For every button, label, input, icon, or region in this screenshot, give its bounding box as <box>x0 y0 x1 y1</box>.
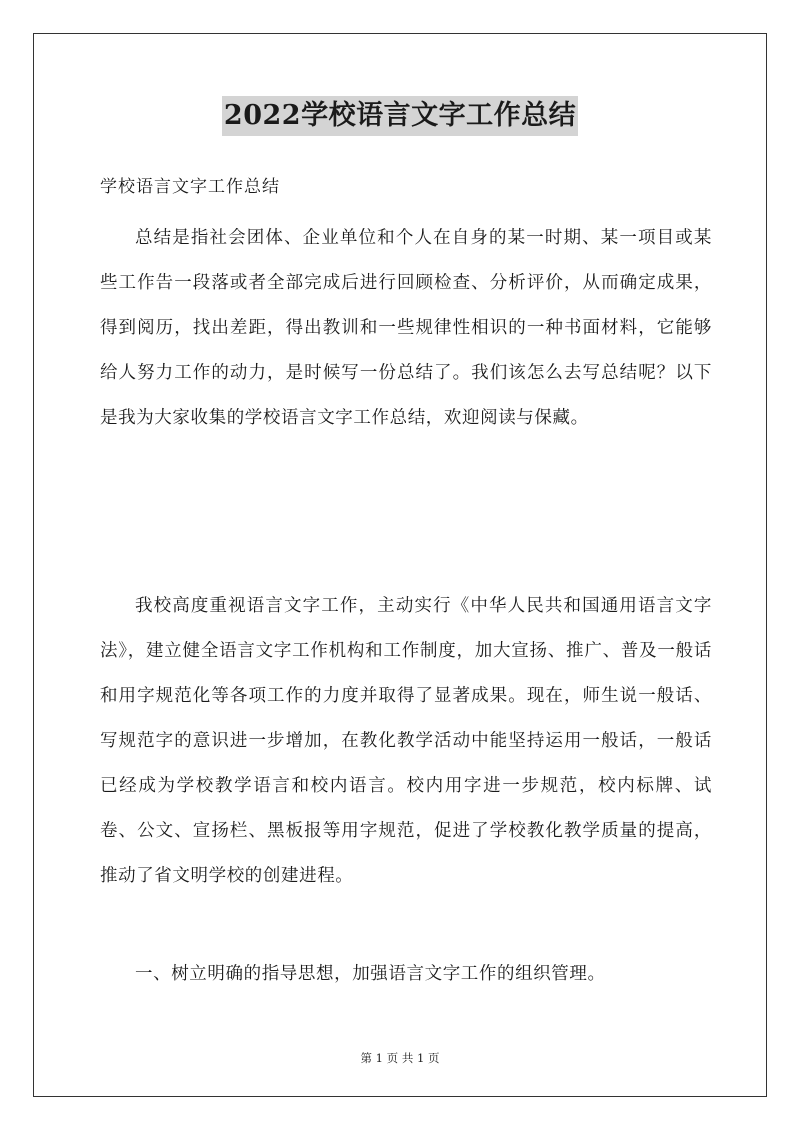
paragraph-heading-1: 一、树立明确的指导思想，加强语言文字工作的组织管理。 <box>135 964 606 984</box>
paragraph-body: 我校高度重视语言文字工作，主动实行《中华人民共和国通用语言文字法》，建立健全语言文字工作机构和工作制度，加大宣扬、推广、普及一般话和用字规范化等各项工作的力度并取得了显著成果。现在，师生说一般话、写规范字的意识进一步增加，在教化教学活动中能坚持运用一般话，一般话已经成为学校教学语言和校内语言。校内用字进一步规范，校内标牌、试卷、公文、宣扬栏、黑板报等用字规范，促进了学校教化教学质量的提高，推动了省文明学校的创建进程。 <box>100 596 712 886</box>
document-title: 2022学校语言文字工作总结 <box>222 96 578 136</box>
title-container <box>0 96 800 136</box>
document-subtitle: 学校语言文字工作总结 <box>100 177 280 197</box>
paragraph-intro: 总结是指社会团体、企业单位和个人在自身的某一时期、某一项目或某些工作告一段落或者全部完成后进行回顾检查、分析评价，从而确定成果，得到阅历，找出差距，得出教训和一些规律性相识的一种书面材料，它能够给人努力工作的动力，是时候写一份总结了。我们该怎么去写总结呢？以下是我为大家收集的学校语言文字工作总结，欢迎阅读与保藏。 <box>100 228 712 428</box>
page-footer: 第 1 页 共 1 页 <box>360 1051 440 1065</box>
